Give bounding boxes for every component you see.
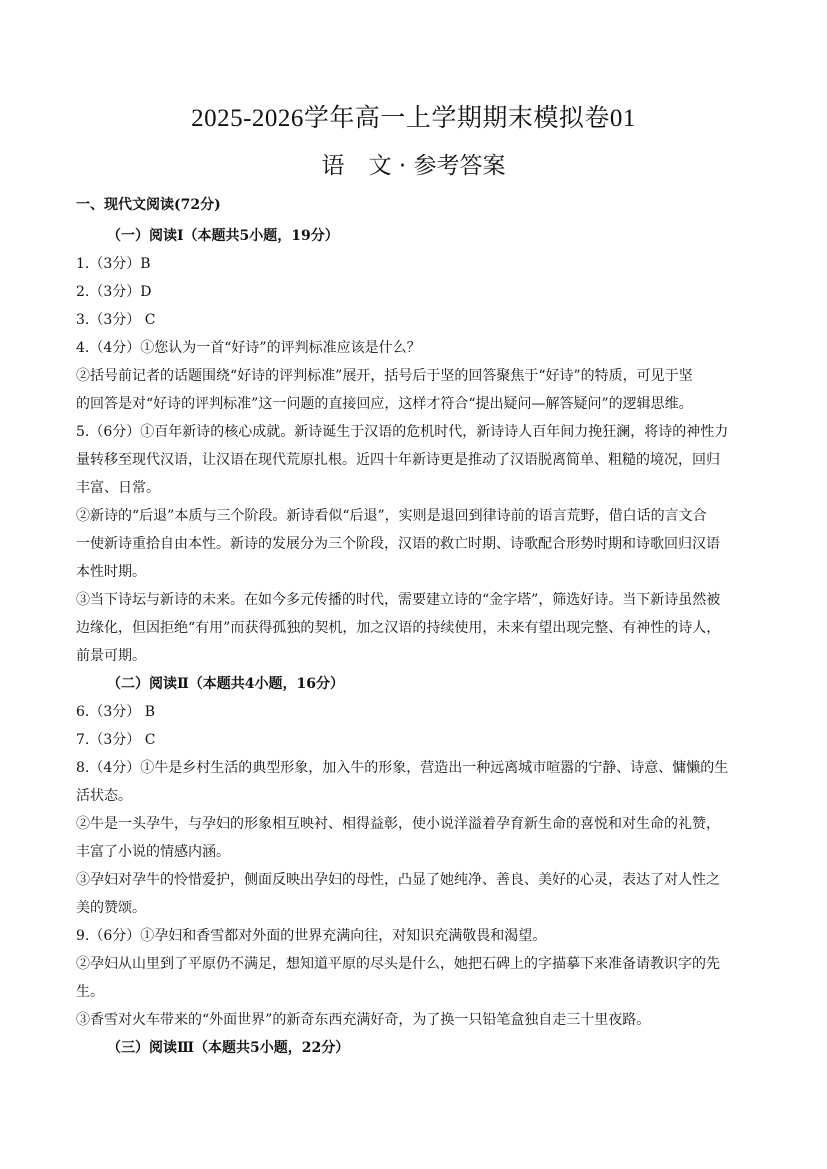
answer-continuation: 丰富、日常。 [76, 480, 160, 496]
answer-continuation: 的回答是对“好诗的评判标准”这一问题的直接回应，这样才符合“提出疑问—解答疑问”的逻辑思维。 [76, 396, 693, 412]
answer-line: 3.（3分） C [76, 312, 156, 328]
document-title: 2025-2026学年高一上学期期末模拟卷01 [191, 105, 636, 132]
subsection-heading: （一）阅读Ⅰ（本题共5小题，19分） [107, 228, 339, 244]
answer-line: ②牛是一头孕牛，与孕妇的形象相互映衬、相得益彰，使小说洋溢着孕育新生命的喜悦和对生命的礼赞， [76, 816, 720, 832]
answer-line: ③香雪对火车带来的“外面世界”的新奇东西充满好奇，为了换一只铅笔盒独自走三十里夜路。 [76, 1012, 651, 1028]
document-subtitle [0, 147, 827, 180]
answer-continuation: 丰富了小说的情感内涵。 [76, 844, 230, 860]
answer-line: 1.（3分）B [76, 256, 151, 272]
answer-line: 5.（6分）①百年新诗的核心成就。新诗诞生于汉语的危机时代，新诗诗人百年间力挽狂澜，将诗的神性力 [76, 424, 729, 440]
answer-continuation: 本性时期。 [76, 564, 146, 580]
section-heading: 一、现代文阅读(72分) [76, 197, 221, 213]
answer-line: 2.（3分）D [76, 284, 152, 300]
answer-line: ②新诗的“后退”本质与三个阶段。新诗看似“后退”，实则是退回到律诗前的语言荒野，借白话的言文合 [76, 508, 707, 524]
subsection-heading: （三）阅读Ⅲ（本题共5小题，22分） [107, 1040, 350, 1056]
answer-continuation: 边缘化，但因拒绝“有用”而获得孤独的契机，加之汉语的持续使用，未来有望出现完整、有神性的诗人， [76, 620, 721, 636]
answer-line: ②孕妇从山里到了平原仍不满足，想知道平原的尽头是什么，她把石碑上的字描摹下来准备请教识字的先 [76, 956, 720, 972]
answer-continuation: 量转移至现代汉语，让汉语在现代荒原扎根。近四十年新诗更是推动了汉语脱离简单、粗糙的境况，回归 [76, 452, 720, 468]
answer-line: 4.（4分）①您认为一首“好诗”的评判标准应该是什么？ [76, 340, 421, 356]
answer-line: 6.（3分） B [76, 704, 156, 720]
answer-content [76, 222, 756, 1062]
answer-continuation: 前景可期。 [76, 648, 146, 664]
answer-line: 7.（3分） C [76, 732, 156, 748]
answer-line: ②括号前记者的话题围绕“好诗的评判标准”展开，括号后于坚的回答聚焦于“好诗”的特质，可见于坚 [76, 368, 693, 384]
answer-continuation: 美的赞颂。 [76, 900, 146, 916]
answer-continuation: 生。 [76, 984, 104, 1000]
subsection-heading: （二）阅读Ⅱ（本题共4小题，16分） [107, 676, 345, 692]
answer-continuation: 一使新诗重拾自由本性。新诗的发展分为三个阶段，汉语的救亡时期、诗歌配合形势时期和诗歌回归汉语 [76, 536, 720, 552]
subtitle-subject: 语 [321, 153, 345, 179]
answer-continuation: 活状态。 [76, 788, 132, 804]
answer-line: ③当下诗坛与新诗的未来。在如今多元传播的时代，需要建立诗的“金字塔”，筛选好诗。当下新诗虽然被 [76, 592, 721, 608]
answer-line: ③孕妇对孕牛的怜惜爱护，侧面反映出孕妇的母性，凸显了她纯净、善良、美好的心灵，表达了对人性之 [76, 872, 720, 888]
subtitle-answer-key: 文 · 参考答案 [368, 153, 506, 179]
answer-line: 8.（4分）①牛是乡村生活的典型形象，加入牛的形象，营造出一种远离城市喧嚣的宁静、诗意、慵懒的生 [76, 760, 729, 776]
answer-line: 9.（6分）①孕妇和香雪都对外面的世界充满向往，对知识充满敬畏和渴望。 [76, 928, 547, 944]
